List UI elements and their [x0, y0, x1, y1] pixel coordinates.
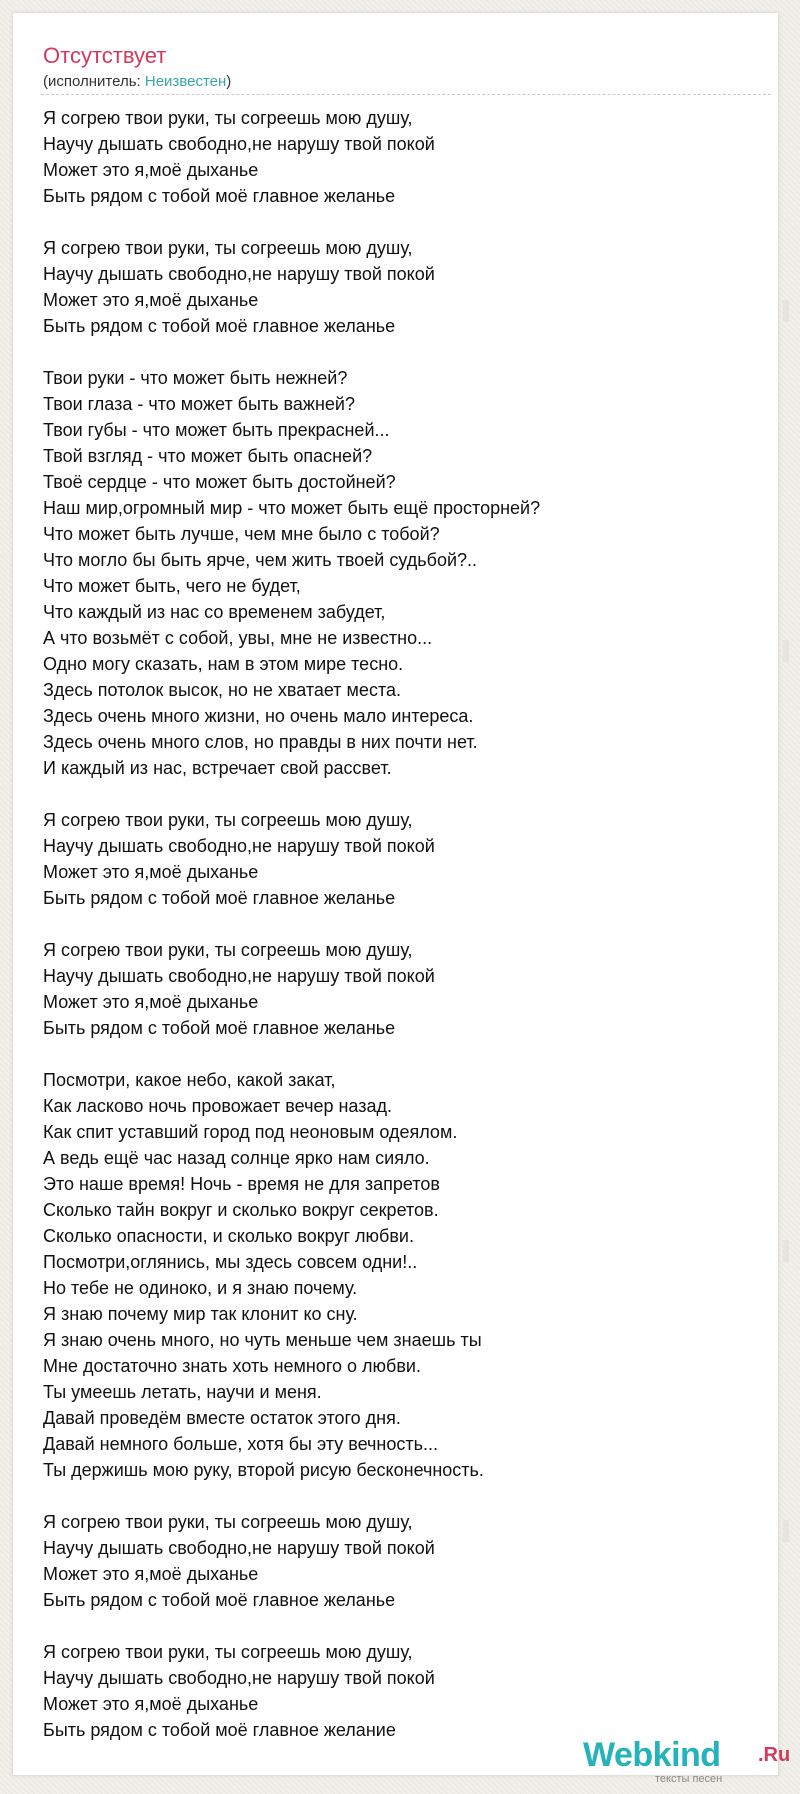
lyric-line: Я согрею твои руки, ты согреешь мою душу, [43, 238, 413, 258]
lyric-line: Быть рядом с тобой моё главное желанье [43, 1018, 396, 1038]
lyric-line: А что возьмёт с собой, увы, мне не известно... [43, 628, 433, 648]
stanza [43, 1067, 763, 1483]
lyric-line: Давай проведём вместе остаток этого дня. [43, 1408, 401, 1428]
lyric-line: Я согрею твои руки, ты согреешь мою душу, [43, 940, 413, 960]
lyric-line: Может это я,моё дыханье [43, 160, 259, 180]
lyric-line: Здесь потолок высок, но не хватает места. [43, 680, 401, 700]
lyric-line: Может это я,моё дыханье [43, 1694, 259, 1714]
stanza [43, 1639, 763, 1743]
lyric-line: Научу дышать свободно,не нарушу твой покой [43, 1668, 435, 1688]
lyric-line: Я согрею твои руки, ты согреешь мою душу, [43, 1512, 413, 1532]
edge-decoration [783, 1240, 789, 1262]
stanza [43, 235, 763, 339]
lyric-line: Быть рядом с тобой моё главное желанье [43, 888, 396, 908]
stanza [43, 105, 763, 209]
lyric-line: Как ласково ночь провожает вечер назад. [43, 1096, 392, 1116]
lyric-line: Быть рядом с тобой моё главное желанье [43, 186, 396, 206]
lyric-line: Быть рядом с тобой моё главное желанье [43, 316, 396, 336]
lyric-line: Ты умеешь летать, научи и меня. [43, 1382, 322, 1402]
lyric-line: Посмотри,оглянись, мы здесь совсем одни!.. [43, 1252, 418, 1272]
stanza [43, 1509, 763, 1613]
lyric-line: Что каждый из нас со временем забудет, [43, 602, 386, 622]
edge-decoration [783, 1520, 789, 1542]
lyric-line: Твои руки - что может быть нежней? [43, 368, 348, 388]
lyric-line: Твои губы - что может быть прекрасней... [43, 420, 390, 440]
lyric-line: Как спит уставший город под неоновым одеялом. [43, 1122, 458, 1142]
logo-tagline: тексты песен [655, 1773, 723, 1785]
lyric-line: Научу дышать свободно,не нарушу твой покой [43, 966, 435, 986]
edge-decoration [783, 300, 789, 322]
lyrics-card [12, 12, 791, 1785]
lyric-line: Научу дышать свободно,не нарушу твой покой [43, 1538, 435, 1558]
lyric-line: Одно могу сказать, нам в этом мире тесно. [43, 654, 404, 674]
lyric-line: Научу дышать свободно,не нарушу твой покой [43, 836, 435, 856]
lyric-line: Сколько опасности, и сколько вокруг любви. [43, 1226, 414, 1246]
lyric-line: Здесь очень много слов, но правды в них почти нет. [43, 732, 478, 752]
logo-tld: .Ru [758, 1744, 791, 1766]
lyric-line: Может это я,моё дыханье [43, 862, 259, 882]
lyric-line: Наш мир,огромный мир - что может быть ещё просторней? [43, 498, 541, 518]
lyric-line: Что могло бы быть ярче, чем жить твоей судьбой?.. [43, 550, 478, 570]
lyric-line: Научу дышать свободно,не нарушу твой покой [43, 264, 435, 284]
site-logo[interactable] [583, 1736, 791, 1785]
lyric-line: Быть рядом с тобой моё главное желание [43, 1720, 396, 1740]
artist-link[interactable]: Неизвестен [144, 73, 227, 90]
lyric-line: Что может быть лучше, чем мне было с тобой? [43, 524, 440, 544]
edge-decoration [783, 640, 789, 662]
lyric-line: Может это я,моё дыханье [43, 992, 259, 1012]
lyric-line: Я согрею твои руки, ты согреешь мою душу, [43, 108, 413, 128]
lyric-line: Быть рядом с тобой моё главное желанье [43, 1590, 396, 1610]
song-title: Отсутствует [43, 43, 167, 68]
lyric-line: Что может быть, чего не будет, [43, 576, 301, 596]
lyric-line: Я согрею твои руки, ты согреешь мою душу, [43, 810, 413, 830]
performer-line [43, 73, 231, 91]
lyric-line: Твой взгляд - что может быть опасней? [43, 446, 373, 466]
lyric-line: Ты держишь мою руку, второй рисую бесконечность. [43, 1460, 484, 1480]
lyric-line: Мне достаточно знать хоть немного о любви. [43, 1356, 421, 1376]
lyric-line: Может это я,моё дыханье [43, 1564, 259, 1584]
lyric-line: Посмотри, какое небо, какой закат, [43, 1070, 336, 1090]
divider [41, 94, 771, 95]
lyric-line: Давай немного больше, хотя бы эту вечность... [43, 1434, 438, 1454]
performer-label: (исполнитель: [43, 73, 145, 90]
lyric-line: Это наше время! Ночь - время не для запретов [43, 1174, 440, 1194]
lyric-line: Я согрею твои руки, ты согреешь мою душу, [43, 1642, 413, 1662]
stanza [43, 807, 763, 911]
lyrics-text [43, 105, 763, 1769]
lyric-line: Твои глаза - что может быть важней? [43, 394, 355, 414]
lyric-line: Но тебе не одиноко, и я знаю почему. [43, 1278, 358, 1298]
stanza [43, 937, 763, 1041]
lyric-line: Может это я,моё дыханье [43, 290, 259, 310]
logo-name: Webkind [583, 1736, 721, 1774]
lyric-line: Здесь очень много жизни, но очень мало интереса. [43, 706, 474, 726]
lyric-line: Научу дышать свободно,не нарушу твой покой [43, 134, 435, 154]
lyric-line: Я знаю почему мир так клонит ко сну. [43, 1304, 358, 1324]
lyric-line: Сколько тайн вокруг и сколько вокруг секретов. [43, 1200, 439, 1220]
lyric-line: А ведь ещё час назад солнце ярко нам сияло. [43, 1148, 430, 1168]
stanza [43, 365, 763, 781]
lyric-line: Твоё сердце - что может быть достойней? [43, 472, 396, 492]
lyric-line: И каждый из нас, встречает свой рассвет. [43, 758, 392, 778]
lyric-line: Я знаю очень много, но чуть меньше чем знаешь ты [43, 1330, 482, 1350]
performer-close: ) [226, 73, 232, 90]
